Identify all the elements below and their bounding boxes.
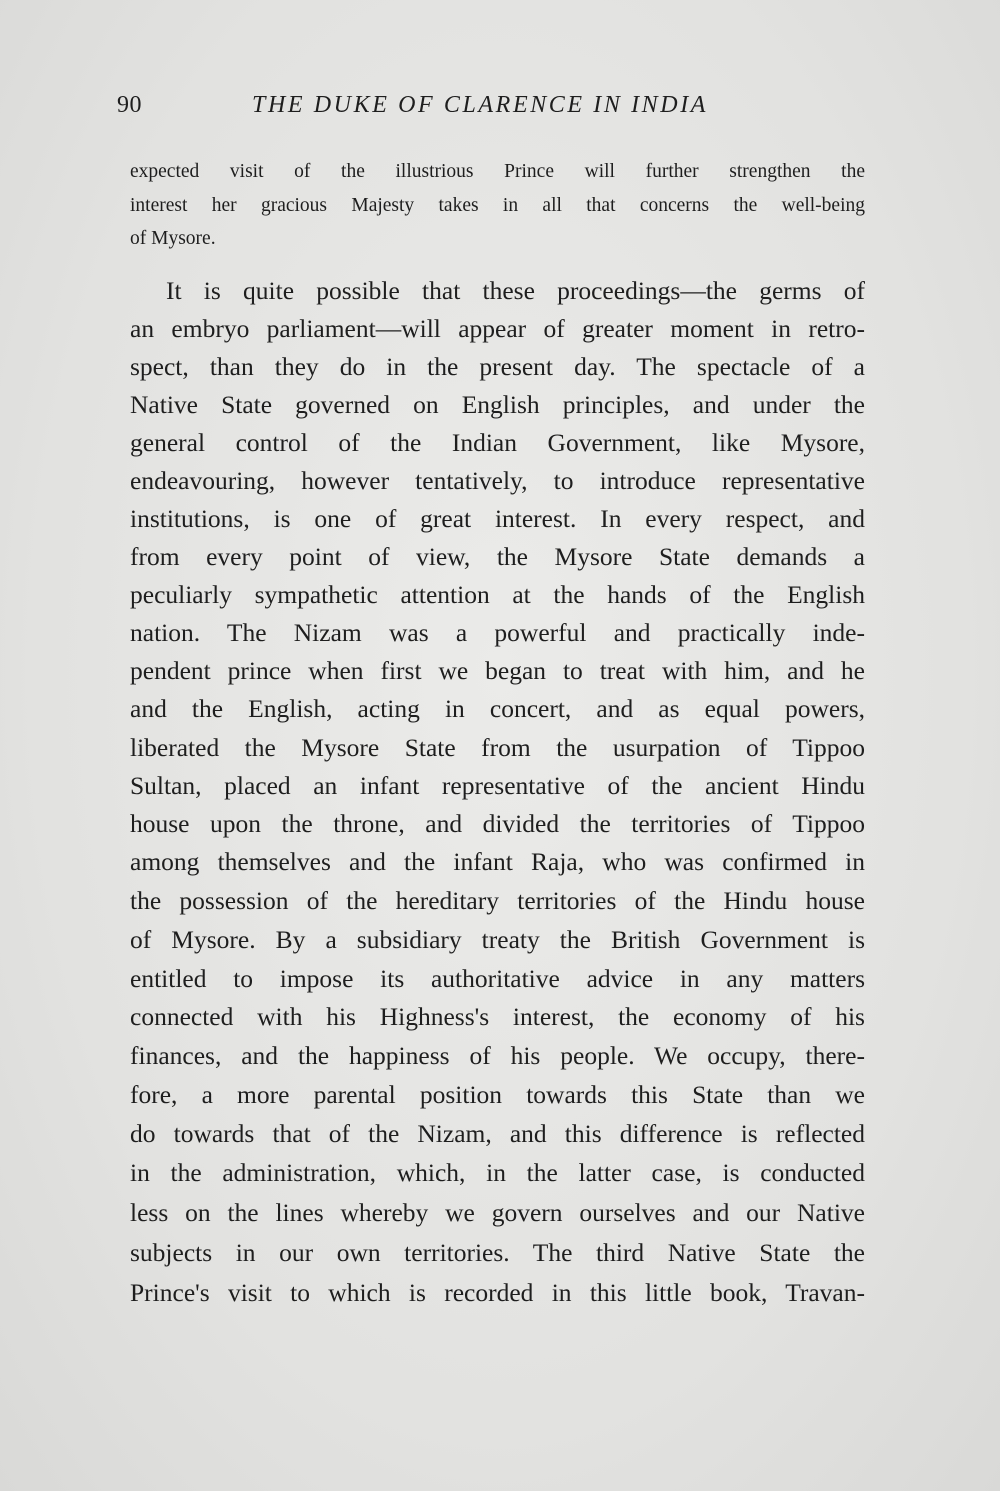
text-line: general control of the Indian Government, like Mysore,	[130, 428, 865, 457]
text-line: from every point of view, the Mysore State demands a	[130, 542, 865, 571]
running-title: THE DUKE OF CLARENCE IN INDIA	[252, 92, 709, 118]
text-line: the possession of the hereditary territories of the Hindu house	[130, 886, 865, 915]
text-line: do towards that of the Nizam, and this difference is reflected	[130, 1119, 865, 1148]
text-line: house upon the throne, and divided the territories of Tippoo	[130, 809, 865, 838]
text-line: nation. The Nizam was a powerful and practically inde-	[130, 618, 865, 647]
text-line: finances, and the happiness of his people. We occupy, there-	[130, 1041, 865, 1070]
text-line: subjects in our own territories. The third Native State the	[130, 1238, 865, 1267]
text-line: an embryo parliament—will appear of greater moment in retro-	[130, 314, 865, 343]
page-number: 90	[117, 92, 142, 118]
text-line: Sultan, placed an infant representative of the ancient Hindu	[130, 771, 865, 800]
text-line: less on the lines whereby we govern ourselves and our Native	[130, 1198, 865, 1227]
text-line: entitled to impose its authoritative advice in any matters	[130, 964, 865, 993]
text-line: pendent prince when first we began to treat with him, and he	[130, 656, 865, 685]
text-line: of Mysore. By a subsidiary treaty the British Government is	[130, 925, 865, 954]
text-line: interest her gracious Majesty takes in all that concerns the well-being	[130, 195, 865, 216]
text-line: peculiarly sympathetic attention at the hands of the English	[130, 580, 865, 609]
text-line: institutions, is one of great interest. In every respect, and	[130, 504, 865, 533]
running-head	[0, 92, 1000, 122]
text-line: Native State governed on English principles, and under the	[130, 390, 865, 419]
text-line: in the administration, which, in the latter case, is conducted	[130, 1158, 865, 1187]
text-line: connected with his Highness's interest, the economy of his	[130, 1002, 865, 1031]
text-line: of Mysore.	[130, 228, 216, 249]
text-line: and the English, acting in concert, and as equal powers,	[130, 694, 865, 723]
text-line: fore, a more parental position towards this State than we	[130, 1080, 865, 1109]
text-line: endeavouring, however tentatively, to introduce representative	[130, 466, 865, 495]
text-line: spect, than they do in the present day. The spectacle of a	[130, 352, 865, 381]
text-line: Prince's visit to which is recorded in this little book, Travan-	[130, 1278, 865, 1307]
text-line: expected visit of the illustrious Prince will further strengthen the	[130, 161, 865, 182]
text-line: liberated the Mysore State from the usurpation of Tippoo	[130, 733, 865, 762]
text-line: among themselves and the infant Raja, who was confirmed in	[130, 847, 865, 876]
text-line: It is quite possible that these proceedings—the germs of	[166, 276, 865, 305]
